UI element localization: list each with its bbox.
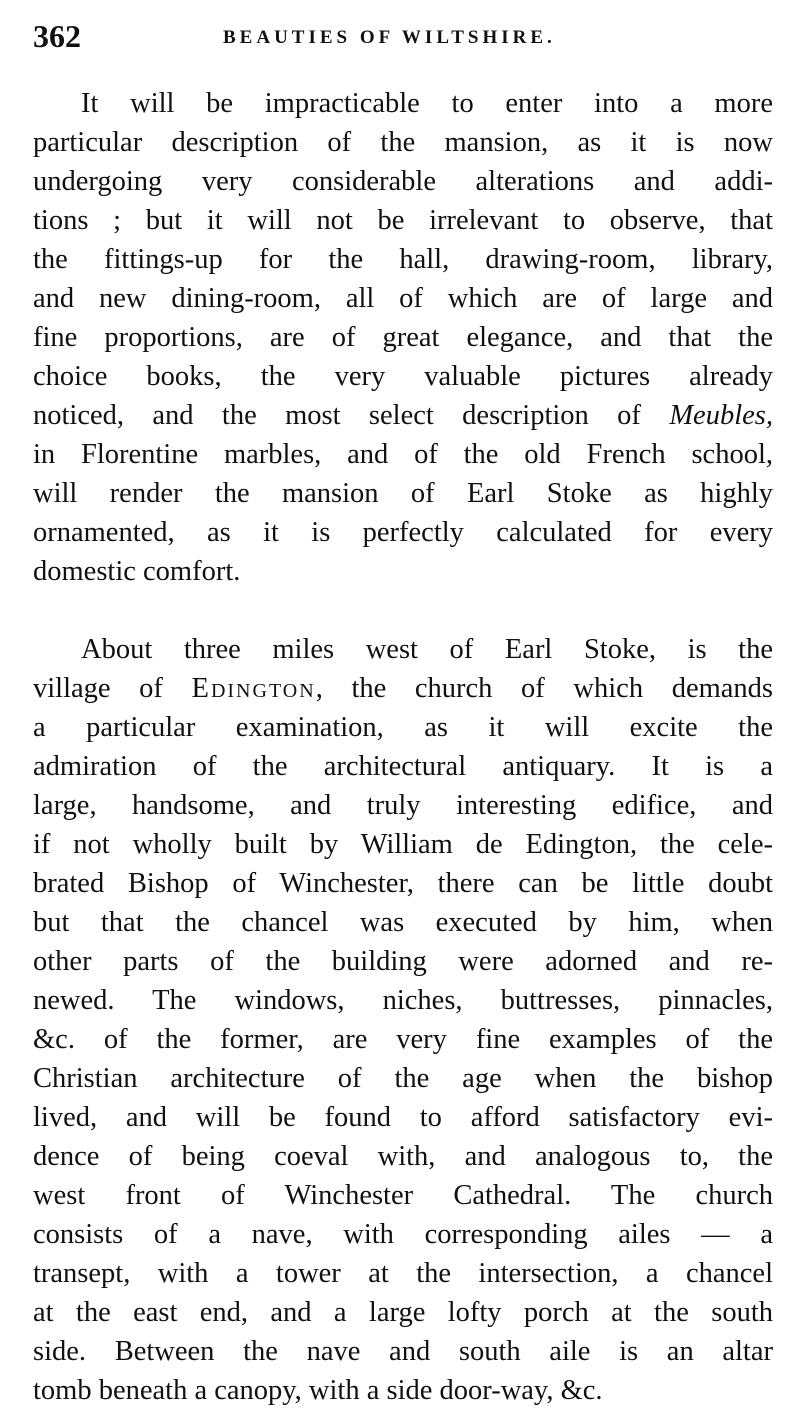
text-line: undergoing very considerable alterations and addi- bbox=[33, 166, 773, 197]
text-line: and new dining-room, all of which are of large and bbox=[33, 283, 773, 314]
text-line-end: , the church of which demands bbox=[315, 673, 773, 704]
text-line: other parts of the building were adorned and re- bbox=[33, 946, 773, 977]
text-line: dence of being coeval with, and analogous to, the bbox=[33, 1141, 773, 1172]
text-line: ornamented, as it is perfectly calculated for every bbox=[33, 517, 773, 548]
text-line: fine proportions, are of great elegance, and that the bbox=[33, 322, 773, 353]
text-line: &c. of the former, are very fine examples of the bbox=[33, 1024, 773, 1055]
text-line: particular description of the mansion, as it is now bbox=[33, 127, 773, 158]
running-head bbox=[33, 14, 773, 58]
running-title: BEAUTIES OF WILTSHIRE. bbox=[223, 27, 556, 48]
text-line: tomb beneath a canopy, with a side door-way, &c. bbox=[33, 1375, 603, 1406]
text-line-start: village of bbox=[33, 673, 192, 704]
text-line-with-italic bbox=[33, 396, 773, 435]
text-line: Christian architecture of the age when the bishop bbox=[33, 1063, 773, 1094]
text-line: consists of a nave, with corresponding ailes — a bbox=[33, 1219, 773, 1250]
paragraph-mansion-description bbox=[33, 84, 773, 591]
paragraph-edington-church bbox=[33, 630, 773, 1410]
text-line: if not wholly built by William de Edington, the cele- bbox=[33, 829, 773, 860]
text-line: domestic comfort. bbox=[33, 556, 241, 587]
text-line: will render the mansion of Earl Stoke as highly bbox=[33, 478, 773, 509]
text-line: tions ; but it will not be irrelevant to observe, that bbox=[33, 205, 773, 236]
text-line: lived, and will be found to afford satisfactory evi- bbox=[33, 1102, 773, 1133]
text-line: at the east end, and a large lofty porch at the south bbox=[33, 1297, 773, 1328]
text-line: brated Bishop of Winchester, there can be little doubt bbox=[33, 868, 773, 899]
page-number: 362 bbox=[33, 18, 81, 54]
text-line-start: noticed, and the most select description of bbox=[33, 400, 670, 431]
text-line-with-place-name bbox=[33, 669, 773, 708]
text-line: transept, with a tower at the intersection, a chancel bbox=[33, 1258, 773, 1289]
text-line: in Florentine marbles, and of the old French school, bbox=[33, 439, 773, 470]
text-line: choice books, the very valuable pictures already bbox=[33, 361, 773, 392]
text-line: west front of Winchester Cathedral. The church bbox=[33, 1180, 773, 1211]
text-line: the fittings-up for the hall, drawing-room, library, bbox=[33, 244, 773, 275]
text-line: It will be impracticable to enter into a more bbox=[81, 88, 773, 119]
text-line: side. Between the nave and south aile is an altar bbox=[33, 1336, 773, 1367]
text-line: a particular examination, as it will excite the bbox=[33, 712, 773, 743]
italic-word-meubles: Meubles, bbox=[669, 400, 773, 431]
text-line: large, handsome, and truly interesting edifice, and bbox=[33, 790, 773, 821]
text-line: newed. The windows, niches, buttresses, pinnacles, bbox=[33, 985, 773, 1016]
text-line: but that the chancel was executed by him, when bbox=[33, 907, 773, 938]
text-line: admiration of the architectural antiquary. It is a bbox=[33, 751, 773, 782]
text-line: About three miles west of Earl Stoke, is the bbox=[81, 634, 773, 665]
place-name-edington: Edington bbox=[191, 673, 316, 704]
